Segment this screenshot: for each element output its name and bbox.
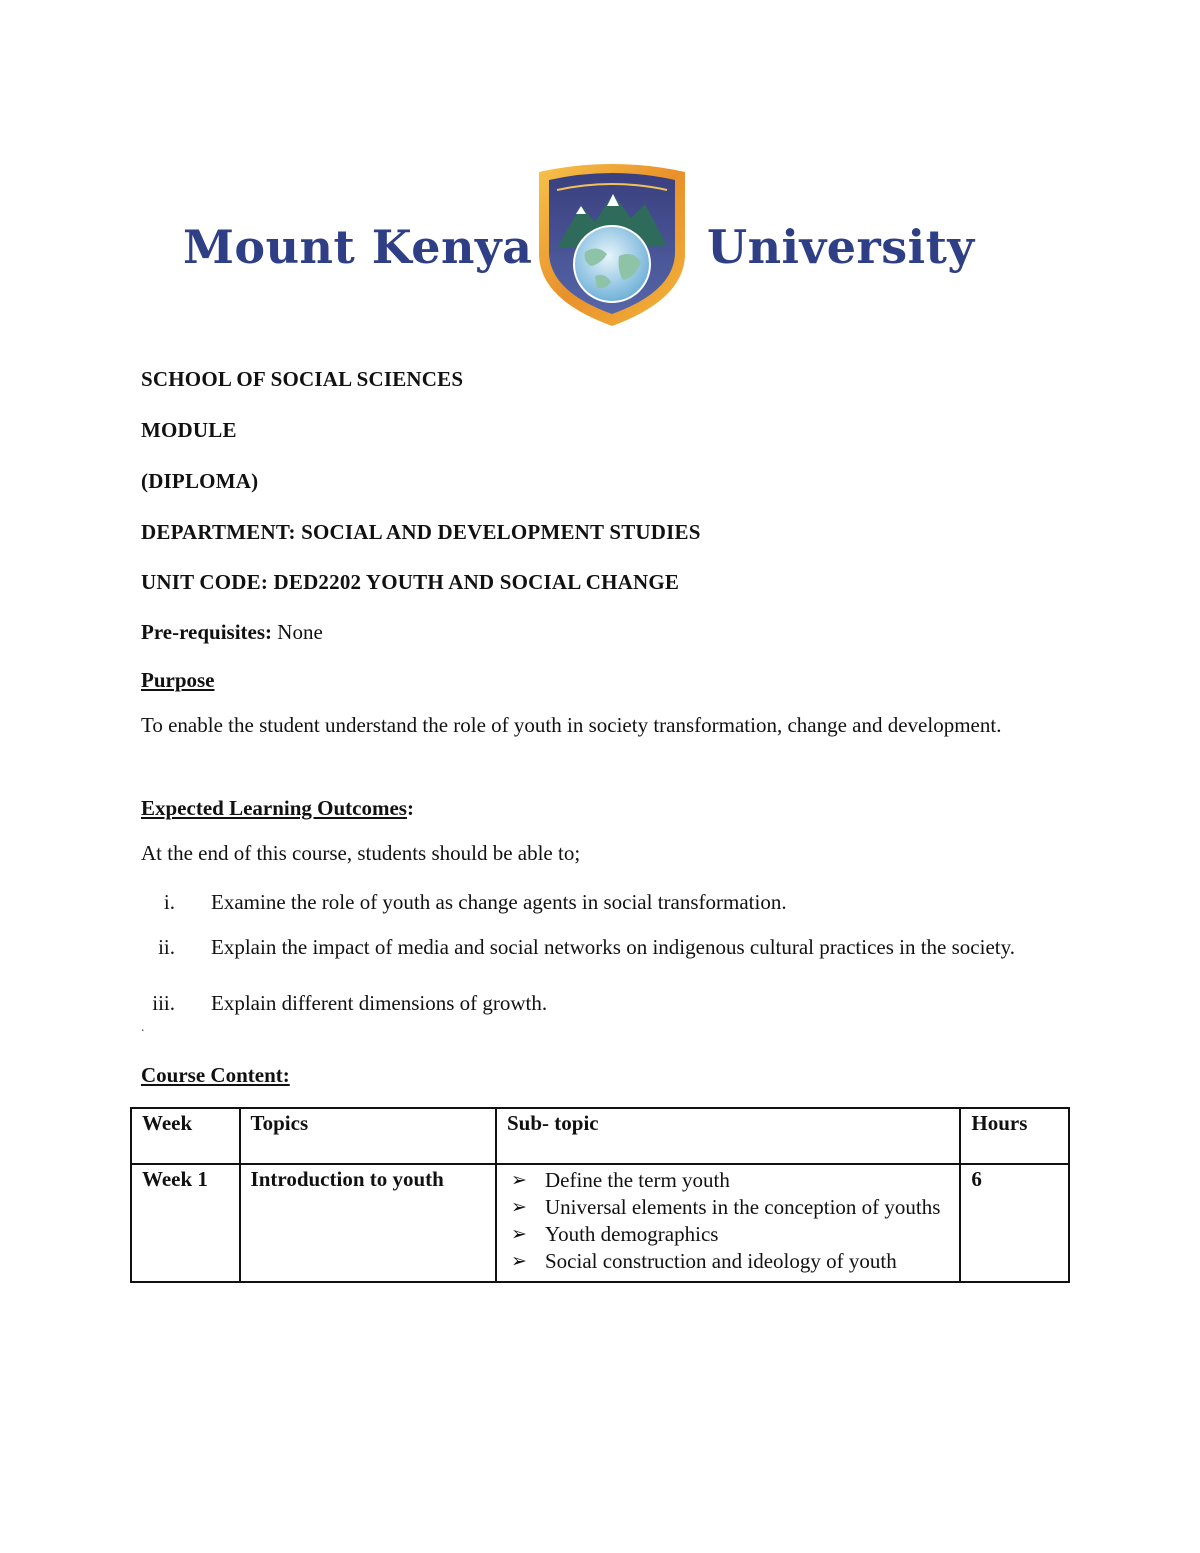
department-label: DEPARTMENT: SOCIAL AND DEVELOPMENT STUDIES: [141, 520, 701, 544]
subtopic-cell: [496, 1164, 960, 1282]
purpose-text: To enable the student understand the role of youth in society transformation, change and development.: [141, 713, 1002, 737]
hours-cell: 6: [960, 1164, 1069, 1282]
column-header-hours: Hours: [960, 1108, 1069, 1164]
outcomes-heading-colon: :: [406, 796, 414, 820]
level-label: (DIPLOMA): [141, 469, 259, 493]
outcome-text: Explain the impact of media and social networks on indigenous cultural practices in the society.: [211, 935, 1015, 959]
topic-cell: Introduction to youth: [240, 1164, 496, 1282]
module-label: MODULE: [141, 418, 237, 442]
outcomes-heading-text: Expected Learning Outcomes: [141, 796, 407, 820]
outcome-text: Examine the role of youth as change agents in social transformation.: [211, 890, 787, 914]
course-content-heading: Course Content:: [141, 1063, 290, 1087]
subtopic-item: ➢ Define the term youth: [545, 1167, 949, 1194]
logo-word-left: Mount Kenya: [183, 220, 533, 274]
column-header-week: Week: [131, 1108, 240, 1164]
subtopic-list: [507, 1167, 949, 1275]
table-header-row: [131, 1108, 1069, 1164]
week-cell: Week 1: [131, 1164, 240, 1282]
outcome-number: iii.: [152, 991, 175, 1015]
subtopic-item: ➢ Universal elements in the conception of youths: [545, 1194, 949, 1221]
purpose-heading: Purpose: [141, 668, 215, 692]
university-logo-banner: [0, 160, 1200, 330]
outcomes-intro: At the end of this course, students should be able to;: [141, 841, 581, 865]
outcome-text: Explain different dimensions of growth.: [211, 991, 548, 1015]
table-row: [131, 1164, 1069, 1282]
outcomes-heading: [141, 796, 414, 821]
logo-word-right: University: [707, 220, 975, 274]
outcome-number: i.: [163, 890, 175, 914]
prerequisites-value: None: [272, 620, 323, 644]
school-name: SCHOOL OF SOCIAL SCIENCES: [141, 367, 464, 391]
unit-code-label: UNIT CODE: DED2202 YOUTH AND SOCIAL CHANGE: [141, 570, 680, 594]
prerequisites: [141, 620, 323, 645]
course-content-table: [130, 1107, 1070, 1283]
column-header-subtopic: Sub- topic: [496, 1108, 960, 1164]
subtopic-item: ➢ Youth demographics: [545, 1221, 949, 1248]
stray-period: .: [141, 1020, 145, 1035]
column-header-topics: Topics: [240, 1108, 496, 1164]
university-crest-icon: [533, 160, 691, 328]
prerequisites-label: Pre-requisites:: [141, 620, 273, 644]
subtopic-item: ➢ Social construction and ideology of youth: [545, 1248, 949, 1275]
outcome-number: ii.: [158, 935, 175, 959]
